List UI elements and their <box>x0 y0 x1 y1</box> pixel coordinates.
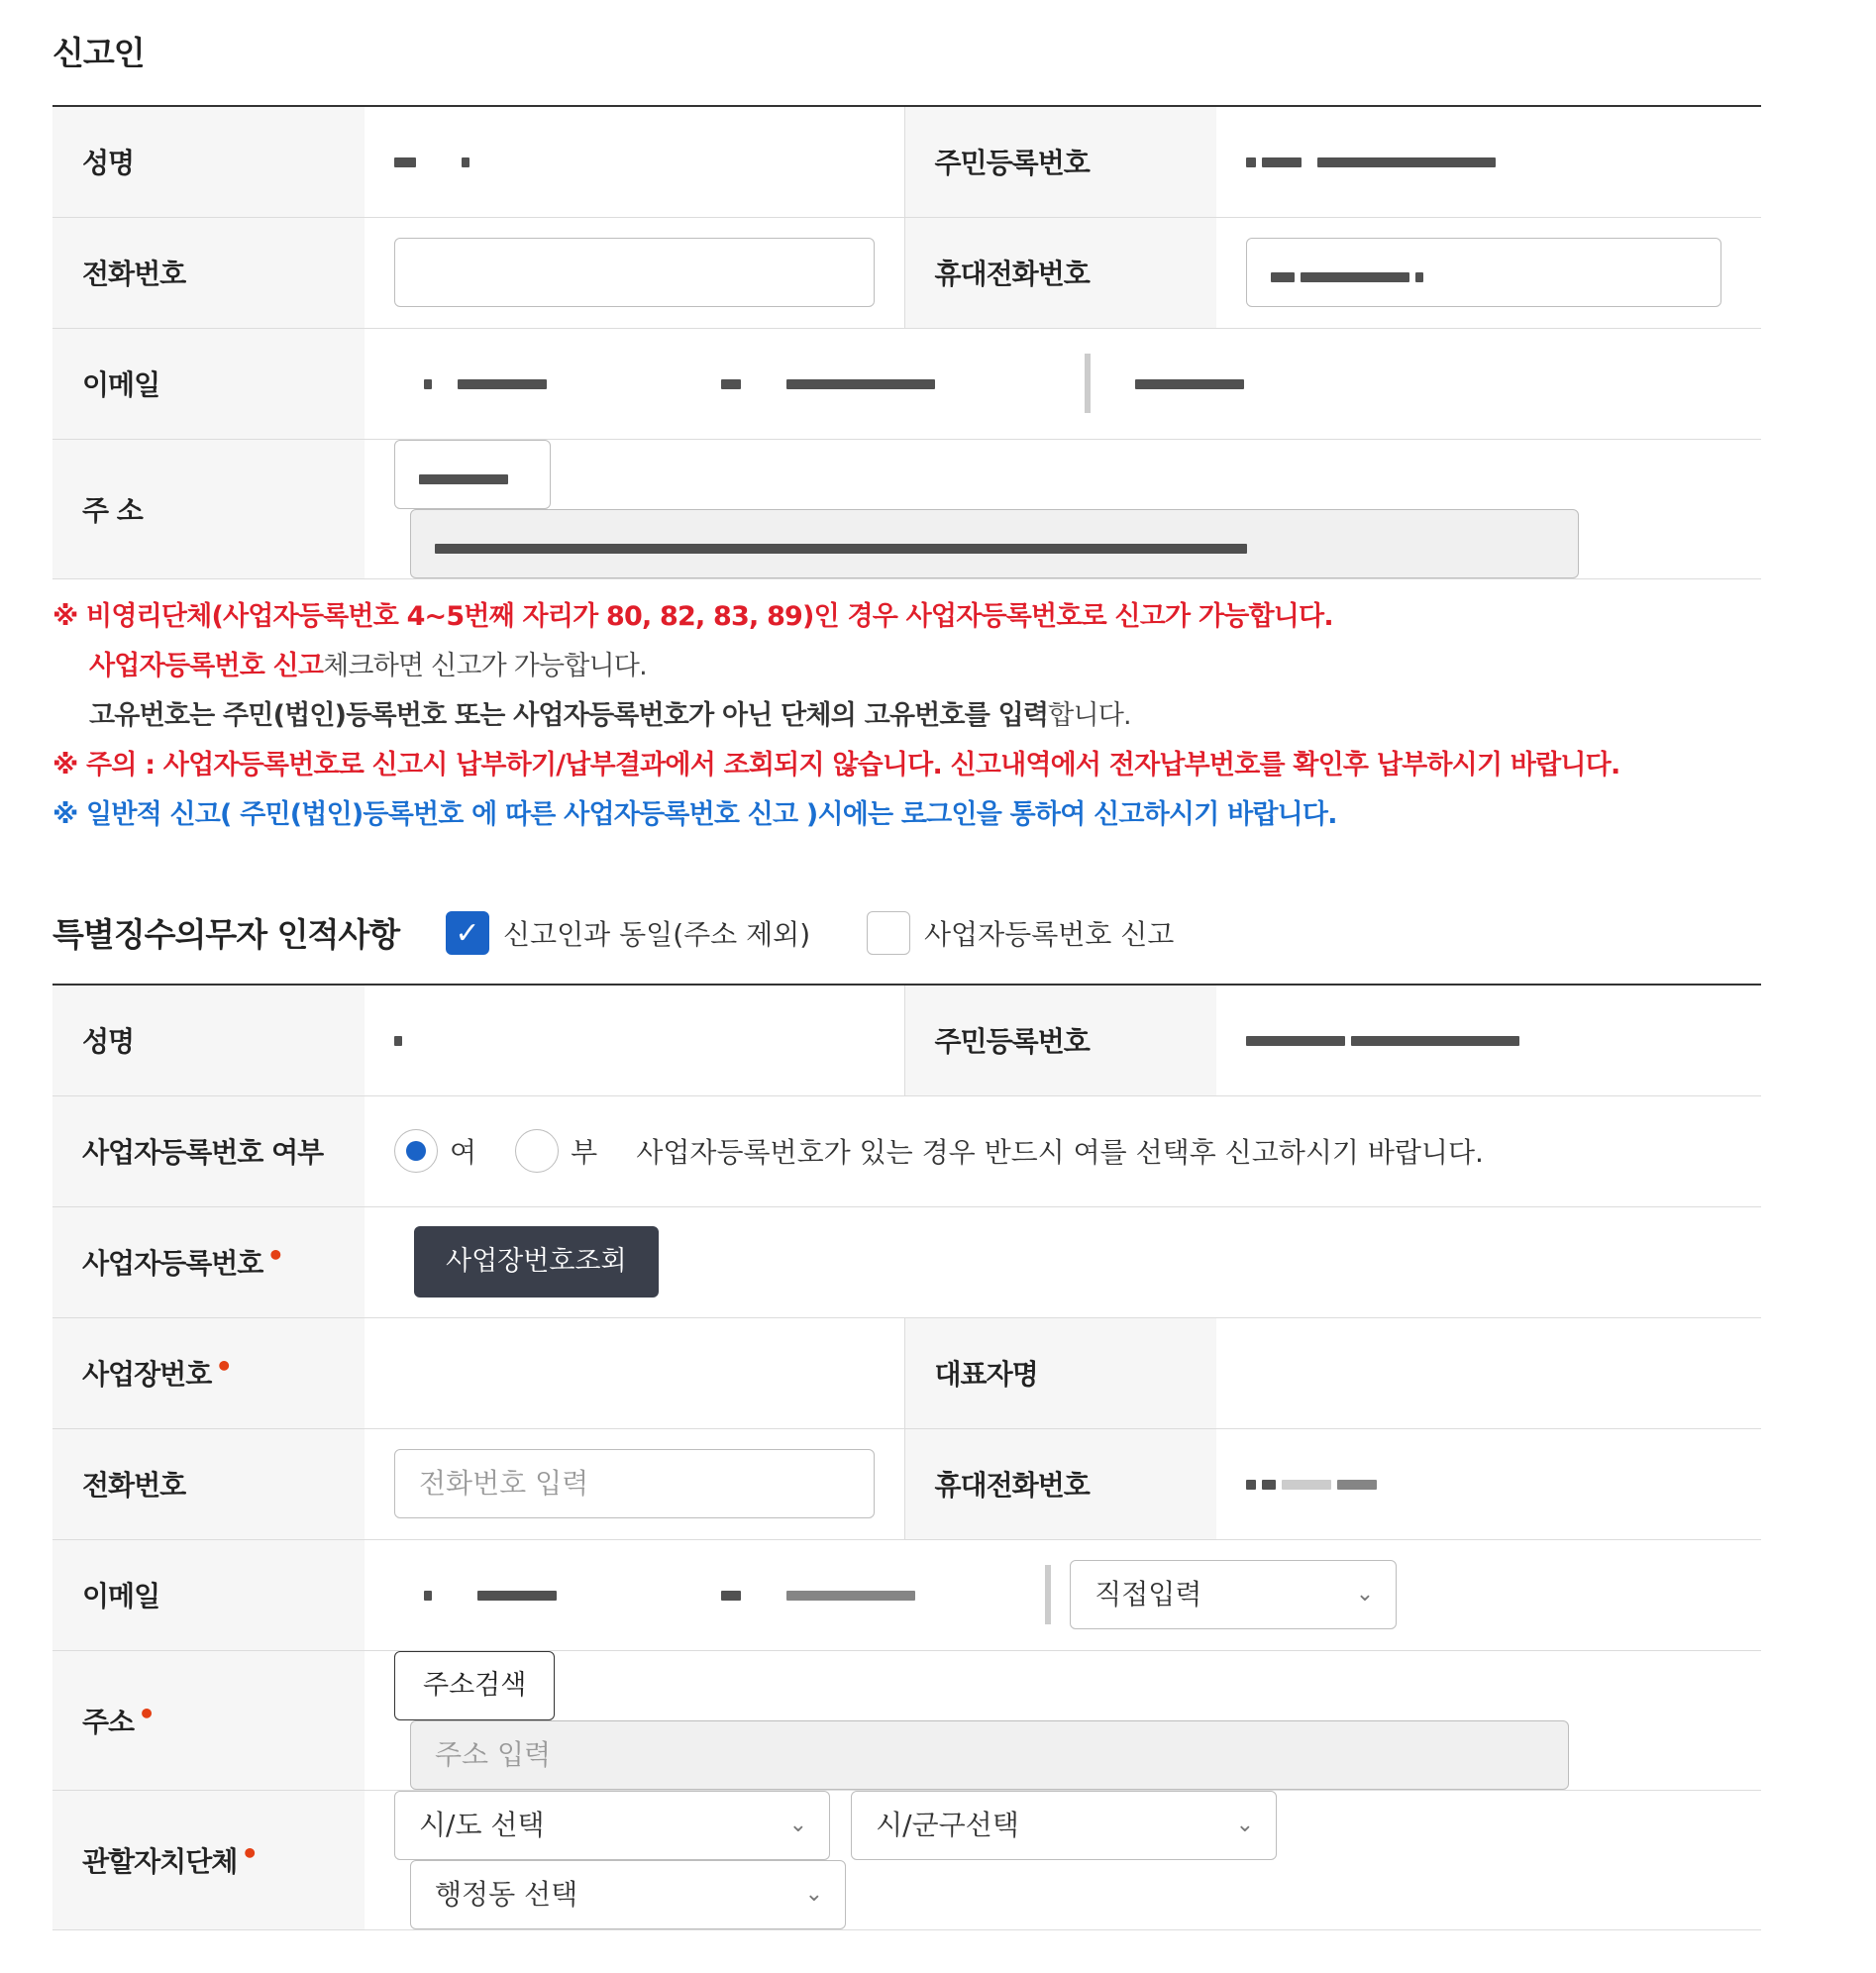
agent-mobile-label: 휴대전화번호 <box>904 1428 1216 1539</box>
masked-value <box>1271 240 1429 307</box>
biz-report-label: 사업자등록번호 신고 <box>924 918 1175 951</box>
reporter-mobile-input[interactable] <box>1246 238 1721 307</box>
reporter-phone-input[interactable] <box>394 238 875 307</box>
sigungu-select[interactable] <box>851 1791 1277 1860</box>
agent-name-value <box>365 985 904 1095</box>
reporter-address-label: 주 소 <box>52 439 365 578</box>
reporter-rrn-label: 주민등록번호 <box>904 106 1216 217</box>
required-mark: • <box>241 1836 259 1870</box>
reporter-name-label: 성명 <box>52 106 365 217</box>
agent-biz-yn-label: 사업자등록번호 여부 <box>52 1095 365 1206</box>
reporter-phone-label: 전화번호 <box>52 217 365 328</box>
agent-name-label: 성명 <box>52 985 365 1095</box>
agent-biz-no-label-text: 사업자등록번호 <box>82 1247 263 1280</box>
required-mark: • <box>266 1239 284 1272</box>
agent-rrn-value <box>1216 985 1761 1095</box>
agent-workplace-no-value <box>365 1317 904 1428</box>
email-separator <box>1045 1565 1051 1624</box>
checkbox-icon <box>867 911 910 955</box>
biz-note: 사업자등록번호가 있는 경우 반드시 여를 선택후 신고하시기 바랍니다. <box>636 1136 1484 1169</box>
notice-login: ※ 일반적 신고( 주민(법인)등록번호 에 따른 사업자등록번호 신고 )시에는 로그인을 통하여 신고하시기 바랍니다. <box>52 799 1337 830</box>
reporter-table <box>52 105 1761 579</box>
notice-caution: ※ 주의 : 사업자등록번호로 신고시 납부하기/납부결과에서 조회되지 않습니다. 신고내역에서 전자납부번호를 확인후 납부하시기 바랍니다. <box>52 750 1620 780</box>
agent-mobile-value <box>1216 1428 1761 1539</box>
email-separator <box>1085 354 1091 413</box>
biz-report-checkbox[interactable] <box>867 911 1174 955</box>
reporter-address-field[interactable] <box>410 509 1579 578</box>
notice-unique-number-rest: 합니다. <box>1048 700 1131 731</box>
masked-value <box>394 153 475 171</box>
dong-select-value: 행정동 선택 <box>435 1877 578 1911</box>
agent-biz-yn-options <box>365 1095 1761 1206</box>
agent-biz-no-label <box>52 1206 365 1317</box>
reporter-address-value <box>365 439 1761 578</box>
agent-address-label <box>52 1650 365 1790</box>
agent-rep-name-value <box>1216 1317 1761 1428</box>
reporter-rrn-value <box>1216 106 1761 217</box>
address-search-button[interactable]: 주소검색 <box>394 1651 555 1720</box>
chevron-down-icon: ⌄ <box>804 1881 823 1907</box>
radio-yes-label: 여 <box>450 1136 477 1169</box>
reporter-section-title: 신고인 <box>52 34 145 72</box>
masked-value <box>1095 374 1250 393</box>
required-mark: • <box>215 1350 233 1383</box>
workplace-lookup-button[interactable]: 사업장번호조회 <box>414 1226 659 1298</box>
reporter-email-value <box>365 328 1761 439</box>
reporter-mobile-label: 휴대전화번호 <box>904 217 1216 328</box>
same-as-reporter-label: 신고인과 동일(주소 제외) <box>503 918 811 951</box>
masked-value <box>419 442 514 509</box>
agent-phone-label: 전화번호 <box>52 1428 365 1539</box>
agent-phone-input[interactable]: 전화번호 입력 <box>394 1449 875 1518</box>
masked-value <box>394 1586 921 1605</box>
notice-biz-report-hint <box>89 644 647 682</box>
agent-local-gov-selects <box>365 1790 1761 1929</box>
sido-select[interactable] <box>394 1791 830 1860</box>
email-domain-select[interactable] <box>1070 1560 1397 1629</box>
sigungu-select-value: 시/군구선택 <box>876 1808 1019 1841</box>
notice-unique-number-bold: 고유번호는 주민(법인)등록번호 또는 사업자등록번호가 아닌 단체의 고유번호를 입력 <box>89 700 1049 731</box>
agent-section-title: 특별징수의무자 인적사항 <box>52 915 400 954</box>
masked-value <box>1246 1475 1383 1494</box>
masked-value <box>435 511 1253 578</box>
chevron-down-icon: ⌄ <box>1235 1812 1255 1837</box>
masked-value <box>394 1031 408 1050</box>
required-mark: • <box>138 1697 156 1730</box>
agent-email-label: 이메일 <box>52 1539 365 1650</box>
agent-table <box>52 984 1761 1930</box>
agent-address-fields <box>365 1650 1761 1790</box>
agent-address-input[interactable]: 주소 입력 <box>410 1720 1569 1790</box>
radio-no[interactable] <box>515 1129 559 1173</box>
dong-select[interactable] <box>410 1860 846 1929</box>
agent-workplace-no-label <box>52 1317 365 1428</box>
agent-workplace-no-label-text: 사업장번호 <box>82 1358 212 1391</box>
reporter-name-value <box>365 106 904 217</box>
agent-rep-name-label: 대표자명 <box>904 1317 1216 1428</box>
masked-value <box>394 374 941 393</box>
reporter-zipcode-field[interactable] <box>394 440 551 509</box>
notice-biz-report-rest: 체크하면 신고가 가능합니다. <box>323 651 647 681</box>
radio-yes[interactable] <box>394 1129 438 1173</box>
radio-no-label: 부 <box>571 1136 598 1169</box>
masked-value <box>1246 1031 1525 1050</box>
agent-local-gov-label <box>52 1790 365 1929</box>
chevron-down-icon: ⌄ <box>788 1812 807 1837</box>
same-as-reporter-checkbox[interactable] <box>446 911 810 955</box>
agent-address-label-text: 주소 <box>82 1705 135 1738</box>
notice-nonprofit: ※ 비영리단체(사업자등록번호 4~5번째 자리가 80, 82, 83, 89)인 경우 사업자등록번호로 신고가 가능합니다. <box>52 601 1333 632</box>
agent-local-gov-label-text: 관할자치단체 <box>82 1844 238 1878</box>
agent-rrn-label: 주민등록번호 <box>904 985 1216 1095</box>
reporter-email-label: 이메일 <box>52 328 365 439</box>
masked-value <box>1246 153 1502 171</box>
notice-biz-report-bold: 사업자등록번호 신고 <box>89 651 324 681</box>
notice-unique-number <box>89 693 1131 732</box>
email-domain-select-value: 직접입력 <box>1094 1578 1202 1610</box>
sido-select-value: 시/도 선택 <box>419 1808 545 1841</box>
checkmark-icon: ✓ <box>446 911 489 955</box>
agent-email-value <box>365 1539 1761 1650</box>
chevron-down-icon: ⌄ <box>1355 1582 1375 1607</box>
